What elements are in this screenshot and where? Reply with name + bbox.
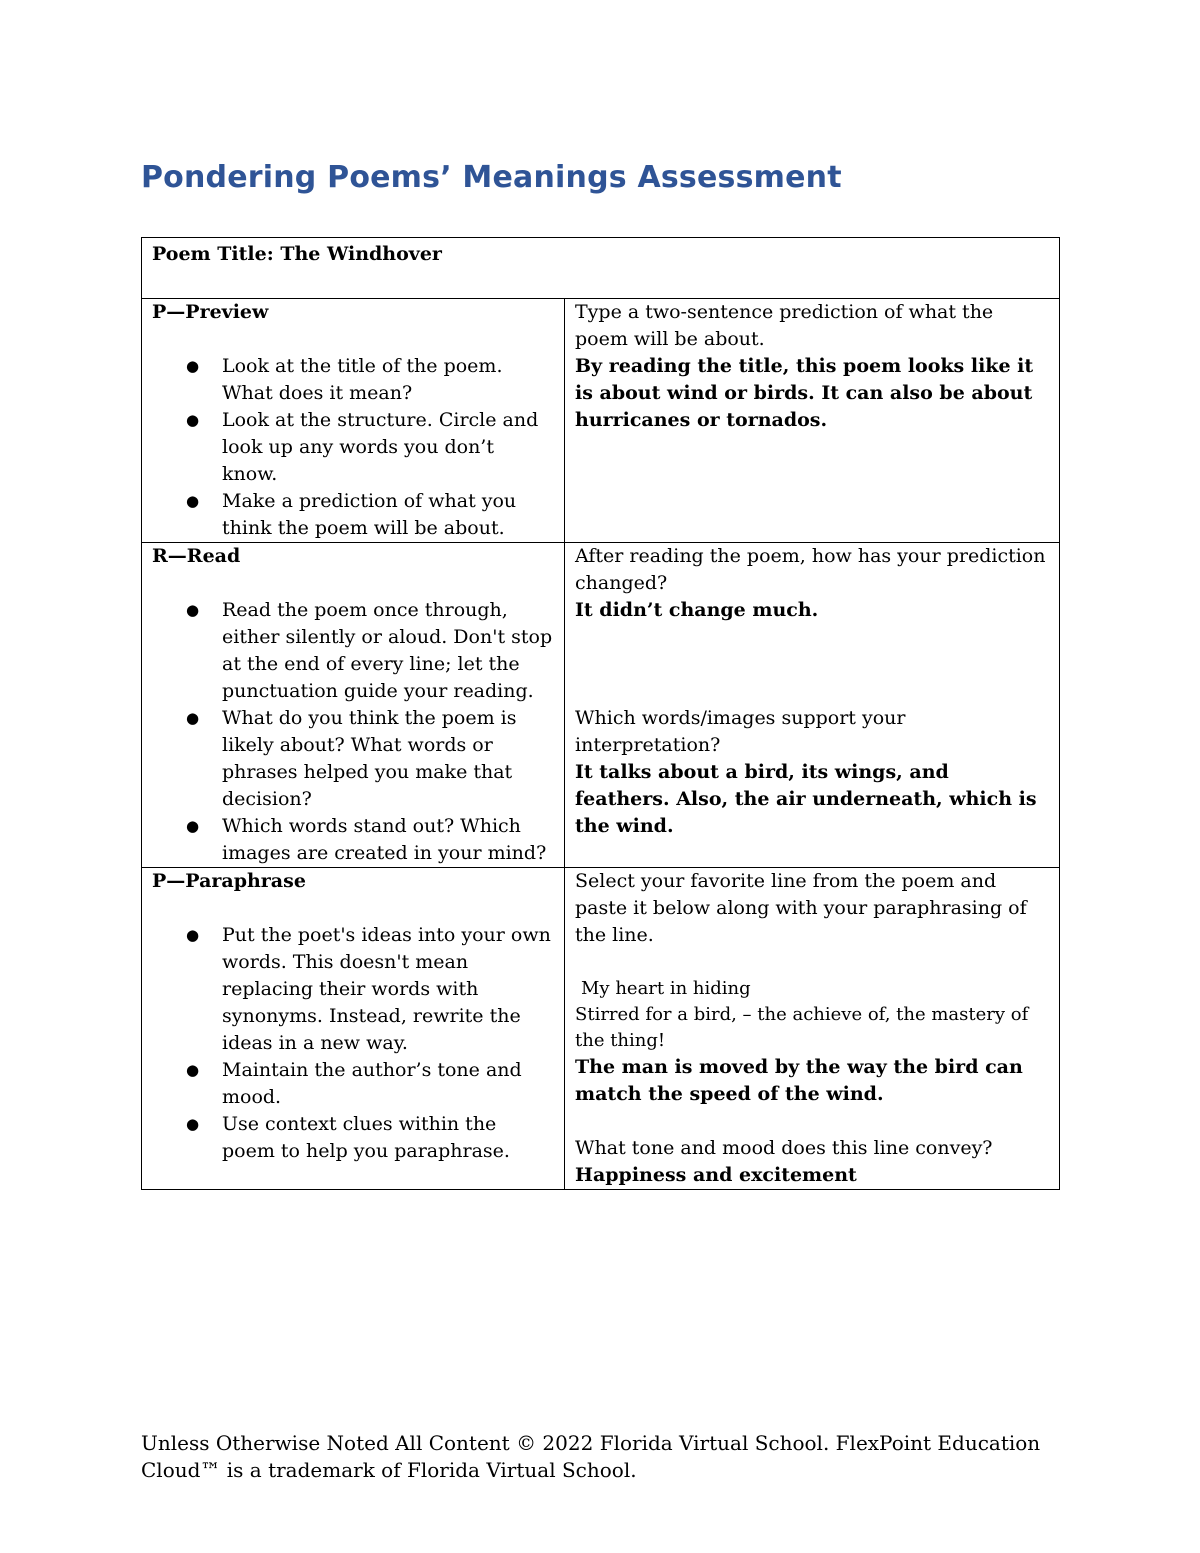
list-item: ● Make a prediction of what you think the poem will be about. xyxy=(222,488,554,542)
list-item: ● Use context clues within the poem to help you paraphrase. xyxy=(222,1111,554,1165)
copyright-footer: Unless Otherwise Noted All Content © 2022 Florida Virtual School. FlexPoint Education Cloud™ is a trademark of Florida Virtual School. xyxy=(141,1431,1041,1482)
poem-title-row xyxy=(142,238,1060,299)
paraphrase-instructions xyxy=(142,868,565,1190)
poem-title: Poem Title: The Windhover xyxy=(142,238,1060,299)
read-instructions xyxy=(142,543,565,868)
paraphrase-response[interactable] xyxy=(565,868,1060,1190)
preview-prompt: Type a two-sentence prediction of what the poem will be about. xyxy=(575,301,994,350)
preview-row xyxy=(142,299,1060,543)
poem-quote-line-2[interactable]: Stirred for a bird, – the achieve of, the mastery of the thing! xyxy=(575,1004,1029,1051)
paraphrase-heading: P—Paraphrase xyxy=(152,870,306,892)
read-response[interactable] xyxy=(565,543,1060,868)
preview-instructions xyxy=(142,299,565,543)
list-item: ● Which words stand out? Which images are created in your mind? xyxy=(222,813,554,867)
read-answer-prediction[interactable]: It didn’t change much. xyxy=(575,599,819,621)
preview-bullet-list xyxy=(152,353,554,542)
paraphrase-answer[interactable]: The man is moved by the way the bird can match the speed of the wind. xyxy=(575,1056,1023,1105)
list-item: ● Put the poet's ideas into your own words. This doesn't mean replacing their words with synonyms. Instead, rewrite the ideas in a new way. xyxy=(222,922,554,1057)
preview-answer[interactable]: By reading the title, this poem looks like it is about wind or birds. It can also be about hurricanes or tornados. xyxy=(575,355,1034,431)
read-answer-support[interactable]: It talks about a bird, its wings, and feathers. Also, the air underneath, which is the wind. xyxy=(575,761,1037,837)
read-prompt-support: Which words/images support your interpretation? xyxy=(575,707,906,756)
read-row xyxy=(142,543,1060,868)
list-item: ● Look at the title of the poem. What does it mean? xyxy=(222,353,554,407)
list-item: ● Read the poem once through, either silently or aloud. Don't stop at the end of every line; let the punctuation guide your reading. xyxy=(222,597,554,705)
spacer xyxy=(575,949,1049,976)
paraphrase-prompt-tone: What tone and mood does this line convey? xyxy=(575,1137,993,1159)
list-item: ● Look at the structure. Circle and look up any words you don’t know. xyxy=(222,407,554,488)
read-heading: R—Read xyxy=(152,545,241,567)
preview-heading: P—Preview xyxy=(152,301,269,323)
paraphrase-row xyxy=(142,868,1060,1190)
poem-quote-line-1[interactable]: My heart in hiding xyxy=(581,978,751,999)
preview-response[interactable] xyxy=(565,299,1060,543)
paraphrase-bullet-list xyxy=(152,922,554,1165)
spacer xyxy=(575,1108,1049,1135)
paraphrase-prompt-line: Select your favorite line from the poem and paste it below along with your paraphrasing of the line. xyxy=(575,870,1027,946)
paraphrase-answer-tone[interactable]: Happiness and excitement xyxy=(575,1164,857,1186)
read-bullet-list xyxy=(152,597,554,867)
page-title: Pondering Poems’ Meanings Assessment xyxy=(141,160,842,195)
read-prompt-prediction: After reading the poem, how has your prediction changed? xyxy=(575,545,1046,594)
list-item: ● Maintain the author’s tone and mood. xyxy=(222,1057,554,1111)
prp-table xyxy=(141,237,1060,1190)
spacer xyxy=(575,624,1049,705)
list-item: ● What do you think the poem is likely about? What words or phrases helped you make that decision? xyxy=(222,705,554,813)
